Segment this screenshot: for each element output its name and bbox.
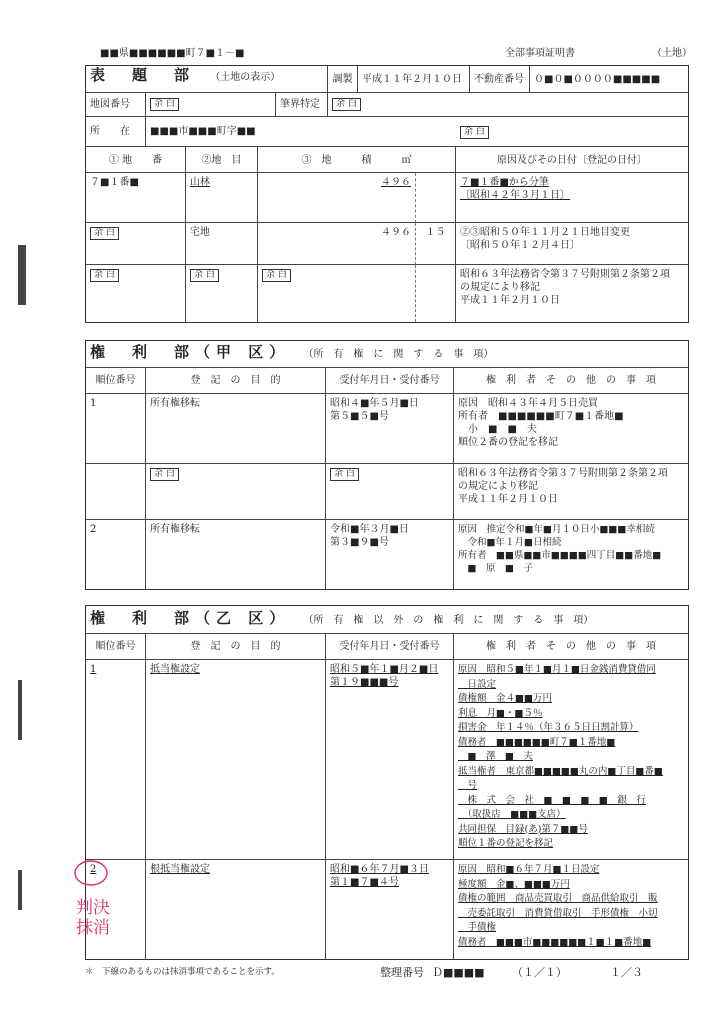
kou-col-reception: 受付年月日・受付番号 <box>326 368 454 394</box>
col-chiseki: ③ 地 積 ㎡ <box>258 147 456 173</box>
row3-cause-line: 平成１１年２月１０日 <box>460 295 560 306</box>
yohaku-badge: 余 白 <box>150 98 179 111</box>
otsu-row1-detail: （取扱店 ■■■支店） <box>458 809 566 820</box>
kou-col-purpose: 登 記 の 目 的 <box>146 368 326 394</box>
otsu-row2-purpose: 根抵当権設定 <box>150 864 210 875</box>
otsu-row1-detail: ■ 澤 ■ 夫 <box>458 751 533 762</box>
otsu-row2-reception: 第１■７■４号 <box>330 877 399 888</box>
scan-mark <box>18 680 22 740</box>
row3-cause-line: の規定により移記 <box>460 282 540 293</box>
otsu-row2-reception: 昭和■６年７月■３日 <box>330 864 429 875</box>
scan-mark <box>18 870 22 910</box>
kou-row3-purpose: 所有権移転 <box>146 520 326 589</box>
row2-area: ４９６ <box>258 223 416 265</box>
otsu-row1-reception: 第１９■■■号 <box>330 677 399 688</box>
kou-row1-num: 1 <box>86 394 146 464</box>
otsu-col-reception: 受付年月日・受付番号 <box>326 634 454 660</box>
row1-cause-line: ７■１番■から分筆 <box>460 177 549 188</box>
handwritten-massho: 抹消 <box>76 918 110 938</box>
otsu-row1-detail: 株 式 会 社 ■ ■ ■ ■ 銀 行 <box>458 794 646 806</box>
otsu-row1-detail: 債務者 ■■■■■■町７■１番地■ <box>458 736 616 748</box>
document-title: 全部事項証明書 <box>505 48 575 59</box>
otsu-row2-num: 2 <box>90 864 97 875</box>
chizu-label: 地図番号 <box>86 93 146 117</box>
row1-cause-line: 〔昭和４２年３月１日〕 <box>460 190 570 201</box>
yohaku-badge: 余 白 <box>150 468 179 481</box>
kou-row3-detail: 所有者 ■■県■■市■■■■四丁目■■番地■ <box>458 550 662 561</box>
otsu-row1-detail: 順位１番の登記を移記 <box>458 838 554 849</box>
kou-section <box>85 340 689 590</box>
otsu-row1-detail: 日設定 <box>458 678 497 690</box>
otsu-row2-detail: 債権の範囲 商品売買取引 商品供給取引 販 <box>458 893 658 904</box>
kou-col-details: 権 利 者 そ の 他 の 事 項 <box>454 368 688 394</box>
kou-row2-detail: 昭和６３年法務省令第３７号附則第２条第２項 <box>458 468 668 479</box>
otsu-row1-detail: 損害金 年１４％（年３６５日日割計算） <box>458 722 639 733</box>
scan-mark <box>18 245 26 305</box>
kou-row3-reception: 第３■９■号 <box>330 537 389 548</box>
fudosan-label: 不動産番号 <box>470 66 530 93</box>
hikkai-label: 筆界特定 <box>276 93 328 117</box>
kou-row1-detail: 原因 昭和４３年４月５日売買 <box>458 398 598 409</box>
yohaku-badge: 余 白 <box>332 98 361 111</box>
otsu-row1-reception: 昭和５■年１■月２■日 <box>330 664 439 675</box>
row1-area: ４９６ <box>381 177 411 188</box>
handwritten-hanketsu: 判決 <box>76 898 110 918</box>
yohaku-badge: 余 白 <box>262 269 291 282</box>
kou-row2-detail: 平成１１年２月１０日 <box>458 494 558 505</box>
otsu-row1-detail: 抵当権者 東京都■■■■■丸の内■丁目■番■ <box>458 765 663 777</box>
kou-row1-reception: 第５■５■号 <box>330 411 389 422</box>
kou-row2-detail: の規定により移記 <box>458 481 538 492</box>
kou-row1-detail: 所有者 ■■■■■■町７■１番地■ <box>458 411 624 422</box>
hyodai-subtitle: （土地の表示） <box>210 72 281 83</box>
kou-row3-num: 2 <box>86 520 146 589</box>
otsu-row1-num: 1 <box>90 664 97 675</box>
otsu-row1-detail: 利息 月■・■５％ <box>458 707 543 719</box>
kou-subtitle: （所 有 権 に 関 す る 事 項） <box>303 349 494 360</box>
chosei-label: 調製 <box>328 66 358 93</box>
otsu-row2-detail: 売委託取引 消費貸借取引 手形債権 小切 <box>458 907 658 919</box>
chosei-value: 平成１１年２月１０日 <box>358 66 470 93</box>
col-cause: 原因及びその日付〔登記の日付〕 <box>456 147 688 173</box>
otsu-row1-detail: 原因 昭和５■年１■月１■日金銭消費貸借同 <box>458 664 656 675</box>
otsu-subtitle: （所 有 権 以 外 の 権 利 に 関 す る 事 項） <box>303 615 594 626</box>
row2-cause-line: 〔昭和５０年１２月４日〕 <box>460 240 580 251</box>
kou-row1-purpose: 所有権移転 <box>146 394 326 464</box>
seiri-value: Ｄ■■■■ <box>432 966 485 979</box>
shozai-label: 所 在 <box>86 117 146 147</box>
footer-note: ＊ 下線のあるものは抹消事項であることを示す。 <box>85 967 280 977</box>
otsu-col-num: 順位番号 <box>86 634 146 660</box>
otsu-col-purpose: 登 記 の 目 的 <box>146 634 326 660</box>
otsu-row1-purpose: 抵当権設定 <box>150 664 200 675</box>
kou-row3-reception: 令和■年３月■日 <box>330 524 409 535</box>
kou-title: 権 利 部（甲 区） <box>90 343 291 361</box>
yohaku-badge: 余 白 <box>460 126 489 139</box>
page-number: １／３ <box>610 966 643 979</box>
row3-cause-line: 昭和６３年法務省令第３７号附則第２条第２項 <box>460 269 670 280</box>
yohaku-badge: 余 白 <box>330 468 359 481</box>
page-sub: （１／１） <box>512 966 567 979</box>
row1-chimoku: 山林 <box>190 177 210 188</box>
otsu-row2-detail: 極度額 金■、■■■万円 <box>458 878 570 890</box>
row2-chimoku: 宅地 <box>186 223 258 265</box>
otsu-row2-detail: 原因 昭和■６年７月■１日設定 <box>458 864 600 875</box>
otsu-title: 権 利 部（乙 区） <box>90 609 291 627</box>
kou-row1-detail: 順位２番の登記を移記 <box>458 437 558 448</box>
yohaku-badge: 余 白 <box>90 269 119 282</box>
hyodai-section <box>85 65 689 323</box>
row2-area-dec: １５ <box>416 223 456 265</box>
kou-row1-reception: 昭和４■年５月■日 <box>330 398 419 409</box>
col-chiban: ① 地 番 <box>86 147 186 173</box>
kou-row1-detail: 小 ■ ■ 夫 <box>458 424 537 435</box>
yohaku-badge: 余 白 <box>190 269 219 282</box>
fudosan-value: ０■０■００００■■■■■ <box>530 66 688 93</box>
kou-row3-detail: ■ 原 ■ 子 <box>458 563 533 574</box>
otsu-col-details: 権 利 者 そ の 他 の 事 項 <box>454 634 688 660</box>
kou-row3-detail: 令和■年１月■日相続 <box>458 537 562 548</box>
hyodai-title: 表 題 部 <box>90 66 196 84</box>
row2-cause-line: ②③昭和５０年１１月２１日地目変更 <box>460 227 630 238</box>
shozai-value: ■■■市■■■町字■■ <box>146 117 456 147</box>
otsu-row2-detail: 債務者 ■■■市■■■■■■１■１■番地■ <box>458 936 652 948</box>
land-tag: （土地） <box>652 48 692 59</box>
otsu-row1-detail: 債権額 金４■■万円 <box>458 693 552 704</box>
kou-col-num: 順位番号 <box>86 368 146 394</box>
col-chimoku: ②地 目 <box>186 147 258 173</box>
row1-chiban: ７■１番■ <box>86 173 186 223</box>
kou-row3-detail: 原因 推定令和■年■月１０日小■■■幸相続 <box>458 524 655 535</box>
yohaku-badge: 余 白 <box>90 227 119 240</box>
handwritten-circle <box>72 858 110 888</box>
otsu-section <box>76 605 689 960</box>
seiri-label: 整理番号 <box>380 966 424 979</box>
otsu-row2-detail: 手債権 <box>458 922 497 933</box>
otsu-row1-detail: 共同担保 目録(あ)第７■■号 <box>458 823 588 835</box>
otsu-row1-detail: 号 <box>458 780 478 791</box>
property-address: ■■県■■■■■■町７■１－■ <box>100 48 245 59</box>
